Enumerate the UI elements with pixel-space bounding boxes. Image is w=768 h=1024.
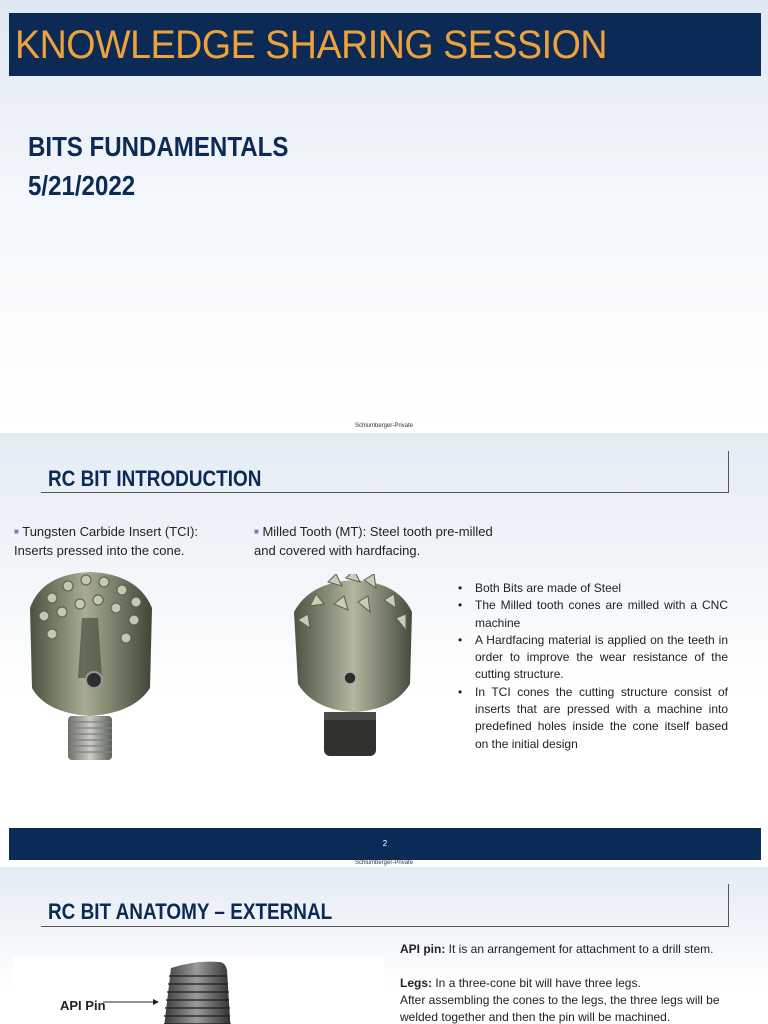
slide-title [0,0,768,433]
api-pin-description: API pin: It is an arrangement for attachment to a drill stem. [400,942,714,956]
classification-label: Schlumberger-Private [354,860,414,866]
square-bullet-icon: ■ [14,527,19,536]
presentation-date: 5/21/2022 [28,170,136,201]
heading-bracket [728,884,729,927]
square-bullet-icon: ■ [254,527,259,536]
api-pin-label: API Pin [60,998,106,1013]
footer-banner [9,828,761,860]
list-item: • In TCI cones the cutting structure consist of inserts that are pressed with a machine into predefined holes inside the cone itself based on the initial design [458,684,728,753]
list-item: • Both Bits are made of Steel [458,580,728,597]
heading-underline [41,492,729,493]
classification-label: Schlumberger-Private [354,423,414,429]
legs-description: Legs: In a three-cone bit will have three legs. After assembling the cones to the legs, the three legs will be welded together and then the pin will be machined. [400,976,720,1024]
section-heading: RC BIT ANATOMY – EXTERNAL [48,899,333,924]
milled-tooth-bit-image [288,574,418,760]
api-pin-diagram [13,956,384,1024]
bullet-list [458,580,728,753]
session-title: KNOWLEDGE SHARING SESSION [15,23,608,67]
heading-underline [41,926,729,927]
tci-caption: ■ Tungsten Carbide Insert (TCI): Inserts pressed into the cone. [14,524,199,558]
mt-caption: ■ Milled Tooth (MT): Steel tooth pre-milled and covered with hardfacing. [254,524,493,558]
presentation-subtitle: BITS FUNDAMENTALS [28,131,289,162]
list-item: • The Milled tooth cones are milled with a CNC machine [458,597,728,632]
anatomy-diagram [13,956,384,1024]
tci-bit-image [22,568,158,764]
heading-bracket [728,451,729,493]
list-item: • A Hardfacing material is applied on the teeth in order to improve the wear resistance of the cutting structure. [458,632,728,684]
page-number: 2 [382,839,388,848]
section-heading: RC BIT INTRODUCTION [48,466,262,491]
title-banner [9,13,761,76]
